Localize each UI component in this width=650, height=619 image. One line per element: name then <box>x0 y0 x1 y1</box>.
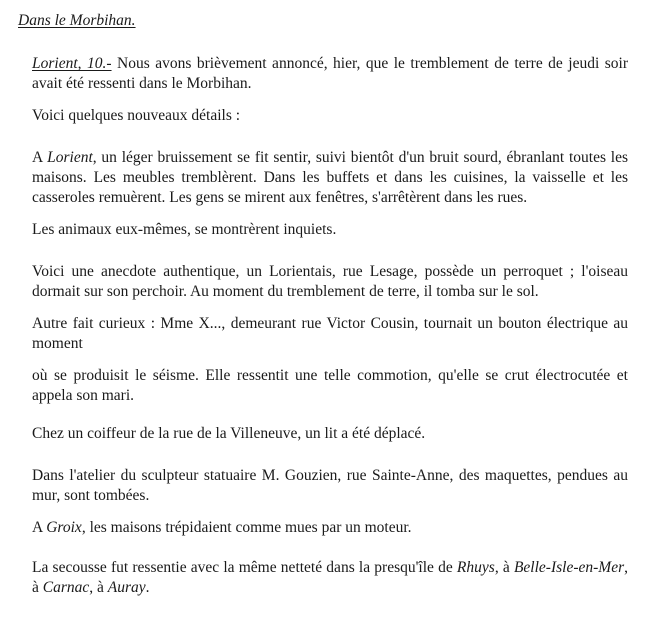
secousse-text-5: . <box>145 579 150 596</box>
paragraph-sculpteur: Dans l'atelier du sculpteur statuaire M. Gouzien, rue Sainte-Anne, des maquettes, pendues au mur, sont tombées. <box>32 467 628 504</box>
paragraph-lorient-text: , un léger bruissement se fit sentir, suivi bientôt d'un bruit sourd, ébranlant toutes les maisons. Les meubles tremblèrent. Dans les buffets et dans les cuisines, la vaisselle et les casseroles remuèrent. Les gens se mirent aux fenêtres, s'arrêtèrent dans les rues. <box>32 149 628 206</box>
place-auray: Auray <box>107 579 146 596</box>
paragraph-lorient <box>32 148 628 208</box>
secousse-text-2: , à <box>494 559 514 576</box>
paragraph-seisme: où se produisit le séisme. Elle ressentit une telle commotion, qu'elle se crut électrocutée et appela son mari. <box>32 367 628 404</box>
paragraph-groix-prefix: A <box>32 519 47 536</box>
paragraph-animals: Les animaux eux-mêmes, se montrèrent inquiets. <box>32 221 337 238</box>
paragraph-coiffeur: Chez un coiffeur de la rue de la Villeneuve, un lit a été déplacé. <box>32 425 426 442</box>
place-lorient: Lorient <box>47 149 93 166</box>
paragraph-details: Voici quelques nouveaux détails : <box>32 107 241 124</box>
section-heading: Dans le Morbihan. <box>18 12 136 29</box>
paragraph-intro-text: Nous avons brièvement annoncé, hier, que le tremblement de terre de jeudi soir avait été ressenti dans le Morbihan. <box>32 55 629 92</box>
paragraph-secousse <box>32 558 628 598</box>
place-groix: Groix <box>46 519 82 536</box>
dateline: Lorient, 10.- <box>32 55 112 72</box>
place-carnac: Carnac <box>42 579 90 596</box>
paragraph-groix <box>32 518 628 538</box>
paragraph-groix-text: , les maisons trépidaient comme mues par un moteur. <box>81 519 412 536</box>
place-belle-isle: Belle-Isle-en-Mer <box>513 559 625 576</box>
paragraph-curious: Autre fait curieux : Mme X..., demeurant rue Victor Cousin, tournait un bouton électrique au moment <box>32 315 628 352</box>
paragraph-intro <box>32 54 628 94</box>
paragraph-parrot: Voici une anecdote authentique, un Lorientais, rue Lesage, possède un perroquet ; l'oiseau dormait sur son perchoir. Au moment du tremblement de terre, il tomba sur le sol. <box>32 263 628 300</box>
place-rhuys: Rhuys <box>456 559 495 576</box>
paragraph-lorient-prefix: A <box>32 149 48 166</box>
secousse-text-4: , à <box>89 579 108 596</box>
secousse-text-1: La secousse fut ressentie avec la même netteté dans la presqu'île de <box>32 559 457 576</box>
secousse-text-3: , à <box>32 559 628 596</box>
